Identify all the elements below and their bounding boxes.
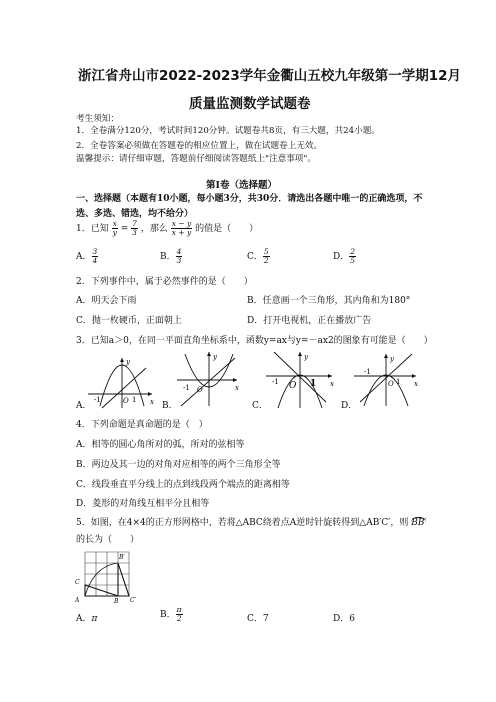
triangle-ab1c1: [118, 563, 129, 596]
notice-heading: 考生须知：: [76, 114, 119, 124]
exam-title-line2: 质量监测数学试题卷: [189, 96, 311, 112]
axis-x-label-b: x: [235, 384, 239, 392]
question-5-stem-line2: 的长为（ ）: [76, 535, 140, 545]
question-5-stem-line1: 5．如图，在4×4的正方形网格中，若将△ABC绕着点A逆时针旋转得到△AB′C′，则 BB′: [76, 518, 427, 528]
question-1-option-a[interactable]: A． $\frac{3}{4}$: [76, 247, 98, 265]
question-1-option-c[interactable]: C． $\frac{5}{2}$: [247, 247, 269, 265]
label-c: C: [75, 579, 80, 586]
question-5-option-d[interactable]: D．6: [333, 614, 355, 624]
tick-pos1-a: 1: [132, 396, 137, 404]
label-b: B: [114, 598, 119, 604]
question-2-option-a[interactable]: A．明天会下雨: [76, 296, 137, 306]
origin-label-c: O: [289, 381, 297, 391]
question-3-option-a[interactable]: A．: [76, 401, 92, 411]
question-3-option-d[interactable]: D．: [341, 401, 358, 411]
question-5-option-a[interactable]: A．π: [76, 614, 98, 624]
axis-x-label-d: x: [414, 380, 418, 388]
notice-item-2: 2．全卷答案必须做在答题卷的相应位置上，做在试题卷上无效。: [76, 141, 323, 151]
question-4-option-b[interactable]: B．两边及其一边的对角对应相等的两个三角形全等: [76, 460, 281, 470]
question-2-stem: 2．下列事件中，属于必然事件的是（ ）: [76, 277, 253, 287]
tick-pos1-d: 1: [396, 378, 401, 386]
exam-title-line1: 浙江省舟山市2022-2023学年金衢山五校九年级第一学期12月: [78, 68, 462, 84]
label-c-prime: C′: [130, 597, 136, 604]
question-3-graph-c[interactable]: [264, 350, 338, 410]
tick-pos1-c: 1: [310, 379, 317, 389]
section-intro-line2: 选、多选、错选，均不给分）: [76, 209, 194, 219]
axis-x-label-a: x: [150, 398, 154, 406]
question-4-option-c[interactable]: C．线段垂直平分线上的点到线段两个端点的距离相等: [76, 480, 290, 490]
notice-reminder: 温馨提示：请仔细审题，答题前仔细阅读答题纸上"注意事项"。: [76, 154, 316, 164]
origin-label-b: O: [197, 386, 203, 394]
question-2-option-c[interactable]: C．抛一枚硬币，正面朝上: [76, 316, 182, 326]
question-1-option-b[interactable]: B． $\frac{4}{3}$: [160, 247, 182, 265]
label-a: A: [75, 597, 80, 604]
question-3-graph-b[interactable]: [175, 350, 245, 410]
origin-label-a: O: [123, 397, 129, 405]
axis-y-label-a: y: [126, 358, 130, 366]
tick-neg1-a: -1: [94, 396, 101, 404]
question-3-stem: 3．已知a＞0，在同一平面直角坐标系中，函数y=ax与y=－ax2的图象有可能是（ ）: [76, 336, 433, 346]
section-title: 第Ⅰ卷（选择题）: [206, 180, 277, 191]
question-1-stem: 1．已知 $\frac{x}{y}$ = $\frac{7}{3}$ ，那么 $\frac{x - y}{x + y}$ 的值是（ ）: [76, 219, 259, 237]
question-2-option-d[interactable]: D．打开电视机，正在播放广告: [247, 316, 372, 326]
axis-y-label-b: y: [213, 353, 217, 361]
triangle-abc: [85, 585, 118, 596]
label-b-prime: B′: [119, 554, 125, 561]
question-4-stem: 4．下列命题是真命题的是（ ）: [76, 420, 208, 430]
question-4-option-a[interactable]: A．相等的圆心角所对的弧，所对的弦相等: [76, 440, 245, 450]
question-3-option-c[interactable]: C．: [252, 401, 268, 411]
question-4-option-d[interactable]: D．菱形的对角线互相平分且相等: [76, 499, 210, 509]
origin-label-d: O: [388, 380, 394, 388]
question-3-option-b[interactable]: B．: [162, 401, 178, 411]
question-5-option-b[interactable]: B． $\frac{\pi}{2}$: [160, 605, 182, 623]
tick-neg1-b: -1: [183, 384, 190, 392]
arc-bb-prime: BB′: [411, 518, 427, 528]
tick-neg1-c: -1: [272, 378, 279, 386]
question-5-option-c[interactable]: C．7: [247, 614, 269, 624]
axis-x-label-c: x: [330, 380, 334, 388]
question-1-option-d[interactable]: D． $\frac{2}{5}$: [333, 247, 355, 265]
notice-item-1: 1．全卷满分120分，考试时间120分钟。试题卷共8页，有三大题，共24小题。: [76, 126, 380, 136]
question-3-graph-d[interactable]: [352, 352, 424, 408]
section-intro-line1: 一、选择题（本题有10小题，每小题3分，共30分．请选出各题中唯一的正确选项，不: [76, 194, 423, 204]
question-2-option-b[interactable]: B．任意画一个三角形，其内角和为180°: [247, 296, 411, 306]
axis-y-label-d: y: [390, 355, 394, 363]
axis-y-label-c: y: [304, 353, 308, 361]
tick-neg1-d: -1: [364, 368, 371, 376]
question-5-grid-figure: [72, 548, 152, 604]
question-3-graph-a[interactable]: [86, 354, 158, 410]
